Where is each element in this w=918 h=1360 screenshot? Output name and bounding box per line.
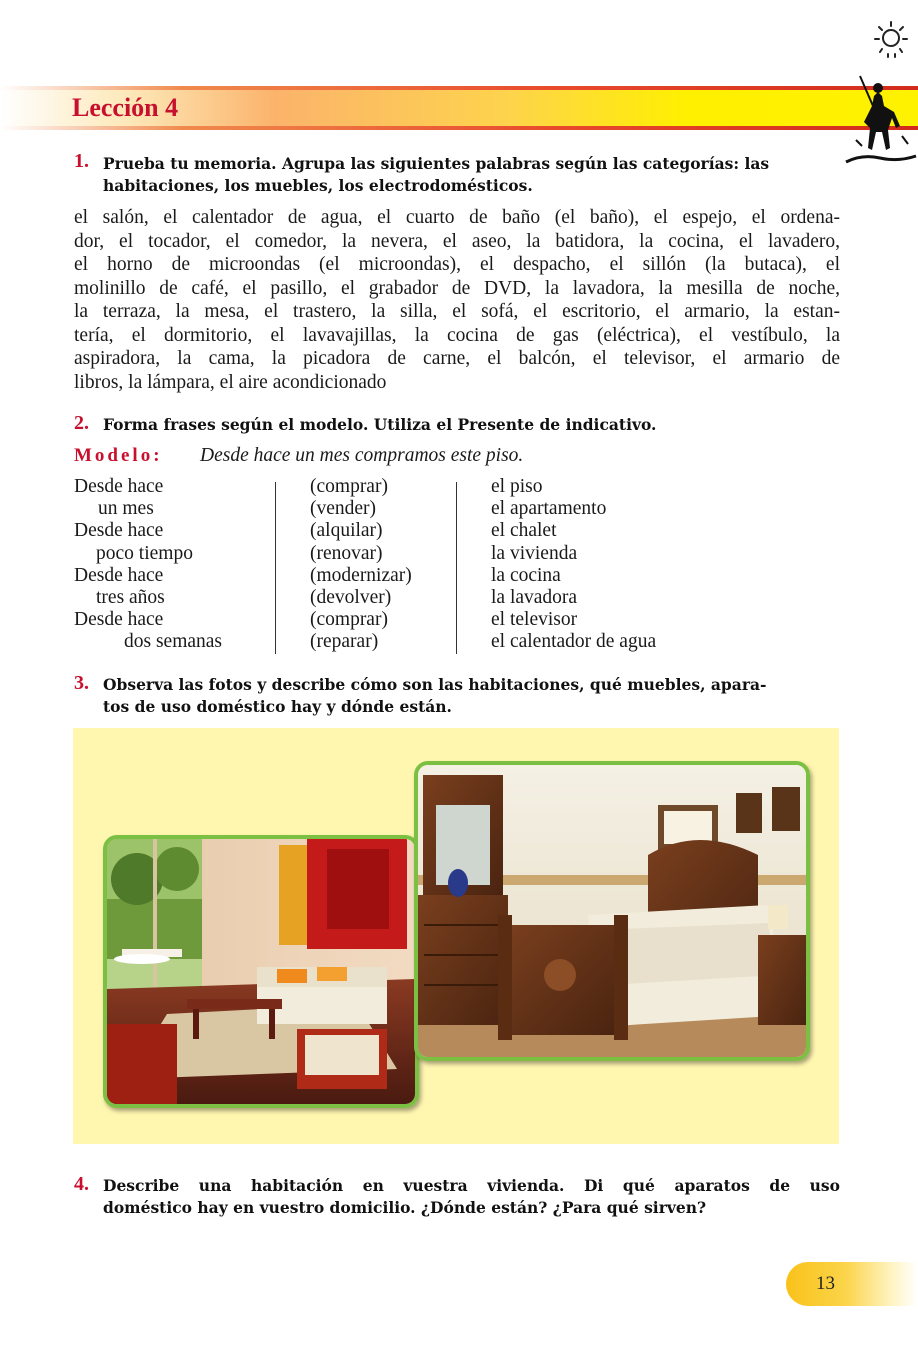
time-cell: Desde hace xyxy=(74,564,164,586)
object-cell: la lavadora xyxy=(491,587,578,609)
verb-cell: (reparar) xyxy=(310,631,379,653)
object-cell: el televisor xyxy=(491,609,578,631)
paragraph-line: aspiradora, la cama, la picadora de carne, el balcón, el televisor, el armario de xyxy=(74,348,840,369)
header-band-top-line xyxy=(0,86,918,90)
living-room-photo xyxy=(103,835,419,1108)
paragraph-line: la terraza, la mesa, el trastero, la silla, el sofá, el escritorio, el armario, la estan- xyxy=(74,301,840,322)
task-line: Observa las fotos y describe cómo son las habitaciones, qué muebles, apara- xyxy=(103,675,767,694)
paragraph-line: libros, la lámpara, el aire acondicionado xyxy=(74,371,387,393)
paragraph-line: dor, el tocador, el comedor, la nevera, el aseo, la batidora, la cocina, el lavadero, xyxy=(74,230,840,252)
paragraph-line: el salón, el calentador de agua, el cuarto de baño (el baño), el espejo, el ordena- xyxy=(74,207,840,228)
exercise-3-number: 3. xyxy=(74,672,89,694)
don-quixote-silhouette-icon xyxy=(842,66,918,170)
object-cell: el piso xyxy=(491,476,543,497)
header-band-bottom-line xyxy=(0,126,918,130)
modelo-example: Desde hace un mes compramos este piso. xyxy=(200,445,524,466)
page-number: 13 xyxy=(816,1273,835,1294)
exercise-4-task xyxy=(103,1175,840,1219)
object-cell: la vivienda xyxy=(491,542,578,564)
bedroom-photo xyxy=(414,761,810,1061)
verb-cell: (alquilar) xyxy=(310,520,383,542)
time-cell: tres años xyxy=(96,587,165,609)
exercise-3-task xyxy=(103,674,840,718)
exercise-2-task: Forma frases según el modelo. Utiliza el Presente de indicativo. xyxy=(103,415,657,434)
task-line: habitaciones, los muebles, los electrodomésticos. xyxy=(103,176,533,195)
time-cell: Desde hace xyxy=(74,476,164,497)
exercise-4-number: 4. xyxy=(74,1173,89,1195)
exercise-2-number: 2. xyxy=(74,412,89,434)
table-column-time xyxy=(74,476,264,654)
verb-cell: (vender) xyxy=(310,498,377,520)
object-cell: el calentador de agua xyxy=(491,631,657,653)
task-line: tos de uso doméstico hay y dónde están. xyxy=(103,697,452,716)
table-divider-2 xyxy=(456,482,457,654)
time-cell: poco tiempo xyxy=(96,542,193,564)
verb-cell: (renovar) xyxy=(310,542,383,564)
object-cell: el apartamento xyxy=(491,498,607,520)
exercise-1-number: 1. xyxy=(74,150,89,172)
paragraph-line: tería, el dormitorio, el lavavajillas, la cocina de gas (eléctrica), el vestíbulo, la xyxy=(74,324,840,346)
table-column-object xyxy=(491,476,751,654)
time-cell: un mes xyxy=(98,498,154,520)
verb-cell: (modernizar) xyxy=(310,564,412,586)
table-divider-1 xyxy=(275,482,276,654)
paragraph-line: el horno de microondas (el microondas), el despacho, el sillón (la butaca), el xyxy=(74,254,840,275)
table-column-verb xyxy=(310,476,450,654)
object-cell: el chalet xyxy=(491,520,557,542)
page-number-tab xyxy=(786,1262,918,1306)
exercise-1-task xyxy=(103,153,840,197)
lesson-title: Lección 4 xyxy=(72,93,179,122)
task-line: doméstico hay en vuestro domicilio. ¿Dónde están? ¿Para qué sirven? xyxy=(103,1198,707,1217)
vocabulary-paragraph xyxy=(74,206,840,394)
verb-cell: (comprar) xyxy=(310,609,388,631)
sun-doodle-icon xyxy=(868,14,914,60)
verb-cell: (comprar) xyxy=(310,476,388,497)
time-cell: dos semanas xyxy=(124,631,223,653)
object-cell: la cocina xyxy=(491,564,561,586)
verb-cell: (devolver) xyxy=(310,587,392,609)
modelo-label: Modelo: xyxy=(74,445,163,466)
task-line: Describe una habitación en vuestra vivienda. Di qué aparatos de uso xyxy=(103,1176,840,1195)
time-cell: Desde hace xyxy=(74,520,164,542)
task-line: Prueba tu memoria. Agrupa las siguientes palabras según las categorías: las xyxy=(103,154,770,173)
paragraph-line: molinillo de café, el pasillo, el grabador de DVD, la lavadora, la mesilla de noche, xyxy=(74,277,840,299)
time-cell: Desde hace xyxy=(74,609,164,631)
